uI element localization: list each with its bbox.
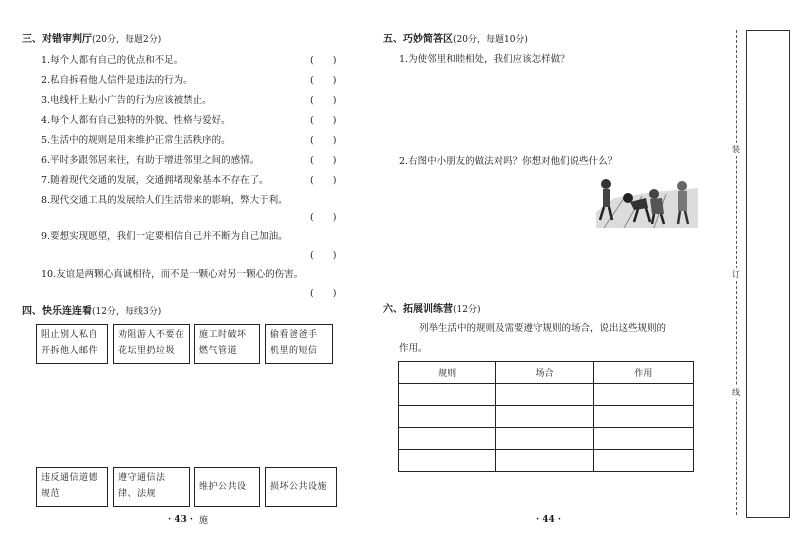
card-line: 开拆他人邮件 <box>41 346 99 356</box>
card-line: 遵守通信法 <box>118 473 166 483</box>
section3-title: 三、对错审判厅 <box>22 34 92 45</box>
section3-note: (20分，每题2分) <box>92 35 162 45</box>
judgment-item: 2.私自拆看他人信件是违法的行为。 <box>41 75 193 86</box>
binding-char-xian: 线 <box>732 388 740 397</box>
match-card-top-1[interactable] <box>36 324 108 364</box>
judgment-item: 10.友谊是两颗心真诚相待，而不是一颗心对另一颗心的伤害。 <box>41 269 304 280</box>
card-line: 维护公共设施 <box>199 482 247 526</box>
table-cell[interactable] <box>593 406 693 428</box>
table-row <box>399 450 694 472</box>
answer-paren[interactable]: ( ) <box>310 55 337 66</box>
match-card-bottom-2[interactable] <box>113 467 190 507</box>
match-card-bottom-1[interactable] <box>36 467 108 507</box>
table-cell[interactable] <box>496 384 593 406</box>
table-row <box>399 384 694 406</box>
card-line: 规范 <box>41 489 61 499</box>
answer-paren[interactable]: ( ) <box>310 288 337 299</box>
card-line: 机里的短信 <box>270 346 318 356</box>
table-row <box>399 428 694 450</box>
question-2: 2.右图中小朋友的做法对吗？你想对他们说些什么？ <box>399 156 618 167</box>
card-line: 违反通信道德 <box>41 473 99 483</box>
section6-title: 六、拓展训练营 <box>383 304 453 315</box>
table-row <box>399 406 694 428</box>
answer-paren[interactable]: ( ) <box>310 135 337 146</box>
binding-box <box>746 30 790 518</box>
section4-heading <box>22 302 161 317</box>
table-header-rule: 规则 <box>399 362 496 384</box>
card-line: 偷看爸爸手 <box>270 330 318 340</box>
question-1: 1.为使邻里和睦相处，我们应该怎样做？ <box>399 54 570 65</box>
section4-note: (12分，每线3分) <box>92 307 162 317</box>
judgment-item: 6.平时多跟邻居来往，有助于增进邻里之间的感情。 <box>41 155 260 166</box>
section6-note: (12分) <box>453 305 481 315</box>
children-illustration <box>594 172 700 230</box>
match-card-top-4[interactable] <box>265 324 333 364</box>
binding-char-ding: 订 <box>732 270 740 279</box>
judgment-item: 5.生活中的规则是用来维护正常生活秩序的。 <box>41 135 231 146</box>
section5-heading <box>383 30 528 45</box>
match-card-bottom-3[interactable] <box>194 467 260 526</box>
section6-heading <box>383 300 480 315</box>
section4-title: 四、快乐连连看 <box>22 306 92 317</box>
answer-paren[interactable]: ( ) <box>310 95 337 106</box>
table-cell[interactable] <box>593 384 693 406</box>
answer-paren[interactable]: ( ) <box>310 212 337 223</box>
page-number-left: · 43 · <box>168 515 194 525</box>
table-cell[interactable] <box>593 450 693 472</box>
match-card-bottom-4[interactable] <box>265 467 337 507</box>
answer-paren[interactable]: ( ) <box>310 75 337 86</box>
judgment-item: 4.每个人都有自己独特的外貌、性格与爱好。 <box>41 115 231 126</box>
card-line: 劝阻游人不要在 <box>118 330 185 340</box>
answer-paren[interactable]: ( ) <box>310 115 337 126</box>
judgment-item: 1.每个人都有自己的优点和不足。 <box>41 55 184 66</box>
binding-char-zhuang: 装 <box>732 145 740 154</box>
table-header-row <box>399 362 694 384</box>
section6-prompt-line1: 列举生活中的规则及需要遵守规则的场合，说出这些规则的 <box>419 323 667 334</box>
card-line: 阻止别人私自 <box>41 330 99 340</box>
answer-paren[interactable]: ( ) <box>310 175 337 186</box>
section5-note: (20分，每题10分) <box>453 35 528 45</box>
card-line: 律、法规 <box>118 489 157 499</box>
table-header-occasion: 场合 <box>496 362 593 384</box>
section3-heading <box>22 30 161 45</box>
judgment-item: 3.电线杆上贴小广告的行为应该被禁止。 <box>41 95 212 106</box>
match-card-top-3[interactable] <box>194 324 260 364</box>
answer-paren[interactable]: ( ) <box>310 155 337 166</box>
section5-title: 五、巧妙简答区 <box>383 34 453 45</box>
page-number-right: · 44 · <box>536 515 562 525</box>
card-line: 花坛里扔垃圾 <box>118 346 176 356</box>
table-cell[interactable] <box>399 406 496 428</box>
table-cell[interactable] <box>496 406 593 428</box>
judgment-item: 7.随着现代交通的发展，交通拥堵现象基本不存在了。 <box>41 175 269 186</box>
table-cell[interactable] <box>399 384 496 406</box>
card-line: 燃气管道 <box>199 346 238 356</box>
match-card-top-2[interactable] <box>113 324 190 364</box>
table-cell[interactable] <box>399 450 496 472</box>
answer-paren[interactable]: ( ) <box>310 250 337 261</box>
rules-table <box>398 361 694 472</box>
table-header-function: 作用 <box>593 362 693 384</box>
table-cell[interactable] <box>399 428 496 450</box>
judgment-item: 8.现代交通工具的发展给人们生活带来的影响，弊大于利。 <box>41 195 288 206</box>
table-cell[interactable] <box>496 428 593 450</box>
section6-prompt-line2: 作用。 <box>399 343 428 354</box>
table-cell[interactable] <box>593 428 693 450</box>
card-line: 施工时破坏 <box>199 330 247 340</box>
table-cell[interactable] <box>496 450 593 472</box>
card-line: 损坏公共设施 <box>270 482 328 492</box>
judgment-item: 9.要想实现愿望，我们一定要相信自己并不断为自己加油。 <box>41 231 288 242</box>
